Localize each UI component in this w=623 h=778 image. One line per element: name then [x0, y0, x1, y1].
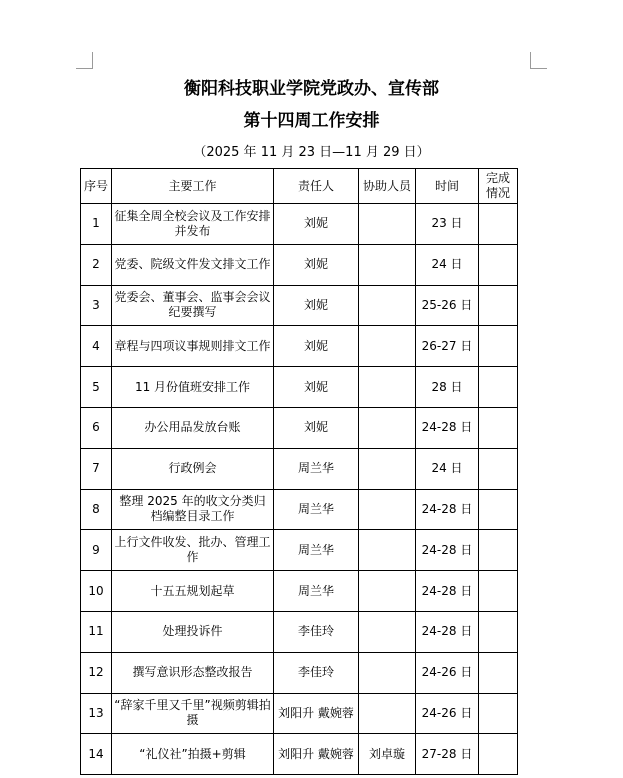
row-task-cell: 章程与四项议事规则排文工作	[112, 326, 274, 367]
row-no-cell: 11	[81, 611, 112, 652]
row-status-cell	[479, 611, 518, 652]
table-row	[81, 693, 518, 734]
row-task-cell: 整理 2025 年的收文分类归档编整目录工作	[112, 489, 274, 530]
row-assist-cell	[359, 489, 416, 530]
row-owner-cell: 周兰华	[274, 489, 359, 530]
table-row	[81, 489, 518, 530]
row-owner-cell: 刘妮	[274, 285, 359, 326]
document-title: 衡阳科技职业学院党政办、宣传部	[184, 79, 439, 99]
table-row	[81, 285, 518, 326]
row-assist-cell	[359, 611, 416, 652]
row-status-cell	[479, 530, 518, 571]
row-assist-cell	[359, 652, 416, 693]
row-status-cell	[479, 489, 518, 530]
row-time-cell: 28 日	[416, 367, 479, 408]
row-time-cell: 24-28 日	[416, 407, 479, 448]
row-task-cell: 行政例会	[112, 448, 274, 489]
header-owner: 责任人	[274, 169, 359, 204]
row-time-cell: 24-26 日	[416, 693, 479, 734]
row-time-cell: 24-28 日	[416, 530, 479, 571]
row-no-cell: 10	[81, 571, 112, 612]
row-status-cell	[479, 326, 518, 367]
row-time-cell: 24-28 日	[416, 489, 479, 530]
header-no: 序号	[81, 169, 112, 204]
header-task: 主要工作	[112, 169, 274, 204]
table-row	[81, 652, 518, 693]
row-no-cell: 6	[81, 407, 112, 448]
row-time-cell: 24 日	[416, 448, 479, 489]
row-assist-cell	[359, 326, 416, 367]
row-owner-cell: 刘阳升 戴婉蓉	[274, 693, 359, 734]
table-row	[81, 204, 518, 245]
row-owner-cell: 刘妮	[274, 407, 359, 448]
row-owner-cell: 李佳玲	[274, 652, 359, 693]
row-status-cell	[479, 448, 518, 489]
row-owner-cell: 周兰华	[274, 571, 359, 612]
row-assist-cell	[359, 367, 416, 408]
row-task-cell: 党委会、董事会、监事会会议纪要撰写	[112, 285, 274, 326]
row-time-cell: 27-28 日	[416, 734, 479, 775]
row-status-cell	[479, 204, 518, 245]
document-subtitle: 第十四周工作安排	[243, 111, 380, 131]
header-assist: 协助人员	[359, 169, 416, 204]
row-no-cell: 5	[81, 367, 112, 408]
row-task-cell: “辞家千里又千里”视频剪辑拍摄	[112, 693, 274, 734]
row-owner-cell: 周兰华	[274, 530, 359, 571]
row-owner-cell: 刘妮	[274, 367, 359, 408]
table-row	[81, 571, 518, 612]
row-status-cell	[479, 285, 518, 326]
row-assist-cell: 刘卓璇	[359, 734, 416, 775]
row-status-cell	[479, 652, 518, 693]
row-owner-cell: 周兰华	[274, 448, 359, 489]
row-owner-cell: 李佳玲	[274, 611, 359, 652]
row-owner-cell: 刘阳升 戴婉蓉	[274, 734, 359, 775]
row-no-cell: 7	[81, 448, 112, 489]
table-header	[81, 169, 518, 204]
row-task-cell: 撰写意识形态整改报告	[112, 652, 274, 693]
table-row	[81, 407, 518, 448]
row-owner-cell: 刘妮	[274, 326, 359, 367]
row-assist-cell	[359, 244, 416, 285]
row-status-cell	[479, 407, 518, 448]
row-task-cell: 办公用品发放台账	[112, 407, 274, 448]
row-time-cell: 23 日	[416, 204, 479, 245]
row-status-cell	[479, 367, 518, 408]
row-time-cell: 25-26 日	[416, 285, 479, 326]
table-row	[81, 244, 518, 285]
row-no-cell: 12	[81, 652, 112, 693]
row-task-cell: 征集全周全校会议及工作安排并发布	[112, 204, 274, 245]
row-no-cell: 2	[81, 244, 112, 285]
row-time-cell: 24-26 日	[416, 652, 479, 693]
row-no-cell: 3	[81, 285, 112, 326]
table-row	[81, 734, 518, 775]
table-row	[81, 326, 518, 367]
date-range: （2025 年 11 月 23 日—11 月 29 日）	[193, 145, 430, 160]
table-row	[81, 367, 518, 408]
row-task-cell: “礼仪社”拍摄+剪辑	[112, 734, 274, 775]
table-row	[81, 611, 518, 652]
page-corner-mark-right	[530, 52, 547, 69]
row-assist-cell	[359, 285, 416, 326]
row-no-cell: 1	[81, 204, 112, 245]
row-no-cell: 13	[81, 693, 112, 734]
table-row	[81, 448, 518, 489]
row-time-cell: 24-28 日	[416, 611, 479, 652]
row-status-cell	[479, 693, 518, 734]
row-task-cell: 十五五规划起草	[112, 571, 274, 612]
table-row	[81, 530, 518, 571]
row-time-cell: 24 日	[416, 244, 479, 285]
row-assist-cell	[359, 530, 416, 571]
row-time-cell: 26-27 日	[416, 326, 479, 367]
header-time: 时间	[416, 169, 479, 204]
row-no-cell: 8	[81, 489, 112, 530]
row-no-cell: 4	[81, 326, 112, 367]
schedule-table	[80, 168, 518, 775]
row-status-cell	[479, 734, 518, 775]
row-assist-cell	[359, 571, 416, 612]
row-time-cell: 24-28 日	[416, 571, 479, 612]
row-assist-cell	[359, 407, 416, 448]
row-assist-cell	[359, 204, 416, 245]
row-task-cell: 处理投诉件	[112, 611, 274, 652]
row-owner-cell: 刘妮	[274, 244, 359, 285]
row-status-cell	[479, 244, 518, 285]
page-corner-mark-left	[76, 52, 93, 69]
row-status-cell	[479, 571, 518, 612]
row-no-cell: 14	[81, 734, 112, 775]
row-assist-cell	[359, 448, 416, 489]
row-task-cell: 上行文件收发、批办、管理工作	[112, 530, 274, 571]
table-body	[81, 204, 518, 775]
row-no-cell: 9	[81, 530, 112, 571]
row-assist-cell	[359, 693, 416, 734]
row-task-cell: 11 月份值班安排工作	[112, 367, 274, 408]
row-owner-cell: 刘妮	[274, 204, 359, 245]
header-status: 完成情况	[479, 169, 518, 204]
row-task-cell: 党委、院级文件发文排文工作	[112, 244, 274, 285]
